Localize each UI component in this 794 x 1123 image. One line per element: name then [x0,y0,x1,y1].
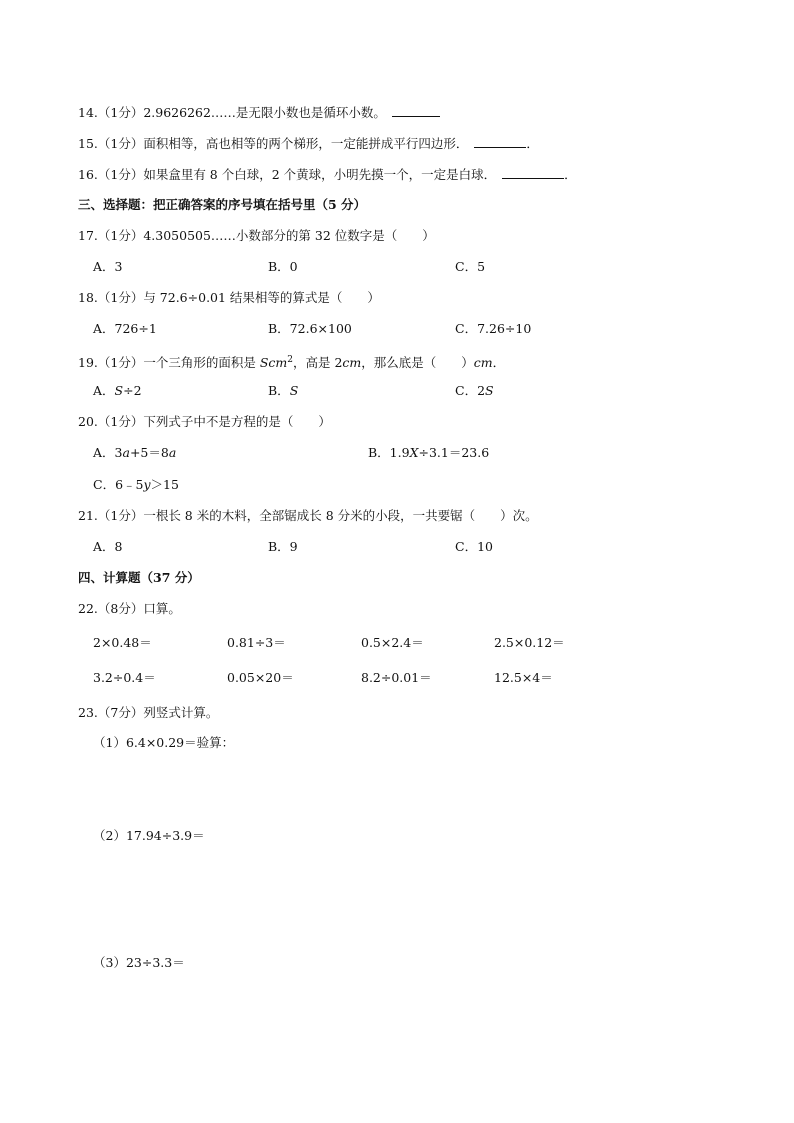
oral-calc-4: 2.5×0.12＝ [494,635,565,650]
question-19-option-c[interactable] [455,383,494,399]
oral-calc-1: 2×0.48＝ [93,635,152,650]
oral-calc-5: 3.2÷0.4＝ [93,670,156,685]
question-21-option-b[interactable]: B．9 [268,539,298,554]
question-22-text: 22.（8分）口算。 [78,601,181,616]
question-23-text: 23.（7分）列竖式计算。 [78,705,219,720]
question-21-text: 21.（1分）一根长 8 米的木料，全部锯成长 8 分米的小段，一共要锯（ ）次。 [78,508,538,523]
question-20-text: 20.（1分）下列式子中不是方程的是（ ） [78,414,331,429]
question-15 [78,135,539,152]
question-18-option-c[interactable]: C．7.26÷10 [455,321,532,336]
question-14-text: 14.（1分）2.9626262……是无限小数也是循环小数。 [78,105,386,120]
oral-calc-3: 0.5×2.4＝ [361,635,424,650]
question-21-option-a[interactable]: A．8 [93,539,123,554]
option-c-post: ＞15 [150,477,179,492]
question-19-option-b[interactable] [268,383,298,399]
question-17-option-a[interactable]: A．3 [93,259,123,274]
option-b-post: ÷3.1＝23.6 [418,445,490,460]
oral-calc-2: 0.81÷3＝ [227,635,286,650]
question-15-end: ． [526,136,539,151]
vertical-calc-3: （3）23÷3.3＝ [93,955,185,970]
answer-blank-16[interactable] [502,166,564,179]
option-b-label: B． [268,383,290,398]
option-a-mid: +5＝8 [129,445,169,460]
question-17-option-c[interactable]: C．5 [455,259,486,274]
option-c-var: y [143,477,151,492]
vertical-calc-1: （1）6.4×0.29＝验算： [93,735,235,750]
question-20-option-a[interactable] [93,445,176,461]
oral-calc-7: 8.2÷0.01＝ [361,670,432,685]
question-19-sup: 2 [287,355,293,365]
question-16-end: ． [564,167,577,182]
question-19-option-a[interactable] [93,383,142,399]
option-a-post: ÷2 [123,383,142,398]
question-16-text: 16.（1分）如果盒里有 8 个白球，2 个黄球，小明先摸一个，一定是白球． [78,167,497,182]
option-b-var: X [409,445,419,460]
question-20-option-c[interactable] [93,477,179,493]
vertical-calc-2: （2）17.94÷3.9＝ [93,828,205,843]
option-a-label: A．3 [93,445,123,460]
question-19-end: ． [492,355,506,371]
oral-calc-6: 0.05×20＝ [227,670,294,685]
question-14 [78,104,440,121]
question-18-option-b[interactable]: B．72.6×100 [268,321,352,336]
answer-blank-15[interactable] [474,135,526,148]
question-19-prefix: 19.（1分）一个三角形的面积是 [78,355,260,371]
option-c-label: C．6﹣5 [93,477,144,492]
question-19-mid: ，高是 2 [292,355,343,371]
question-19 [78,352,505,371]
section-4-title: 四、计算题（37 分） [78,570,200,585]
option-c-label: C．2 [455,383,486,398]
question-19-cm: cm [342,355,362,371]
question-15-text: 15.（1分）面积相等，高也相等的两个梯形，一定能拼成平行四边形． [78,136,469,151]
option-a-var1: a [122,445,130,460]
question-17-text: 17.（1分）4.3050505……小数部分的第 32 位数字是（ ） [78,228,435,243]
question-19-var-s: S [259,355,269,371]
oral-calc-8: 12.5×4＝ [494,670,553,685]
question-18-text: 18.（1分）与 72.6÷0.01 结果相等的算式是（ ） [78,290,380,305]
option-a-label: A． [93,383,115,398]
option-b-var: S [289,383,299,398]
option-a-var2: a [168,445,177,460]
answer-blank-14[interactable] [392,104,440,117]
question-18-option-a[interactable]: A．726÷1 [93,321,157,336]
option-b-label: B．1.9 [368,445,410,460]
section-3-title: 三、选择题：把正确答案的序号填在括号里（5 分） [78,197,367,212]
question-17-option-b[interactable]: B．0 [268,259,298,274]
question-21-option-c[interactable]: C．10 [455,539,493,554]
question-20-option-b[interactable] [368,445,489,461]
question-19-mid2: ，那么底是（ ） [361,355,474,371]
option-a-var: S [114,383,124,398]
question-19-cm-area: cm [268,355,288,371]
question-16 [78,166,577,183]
option-c-var: S [485,383,494,398]
question-19-unit: cm [473,355,493,371]
